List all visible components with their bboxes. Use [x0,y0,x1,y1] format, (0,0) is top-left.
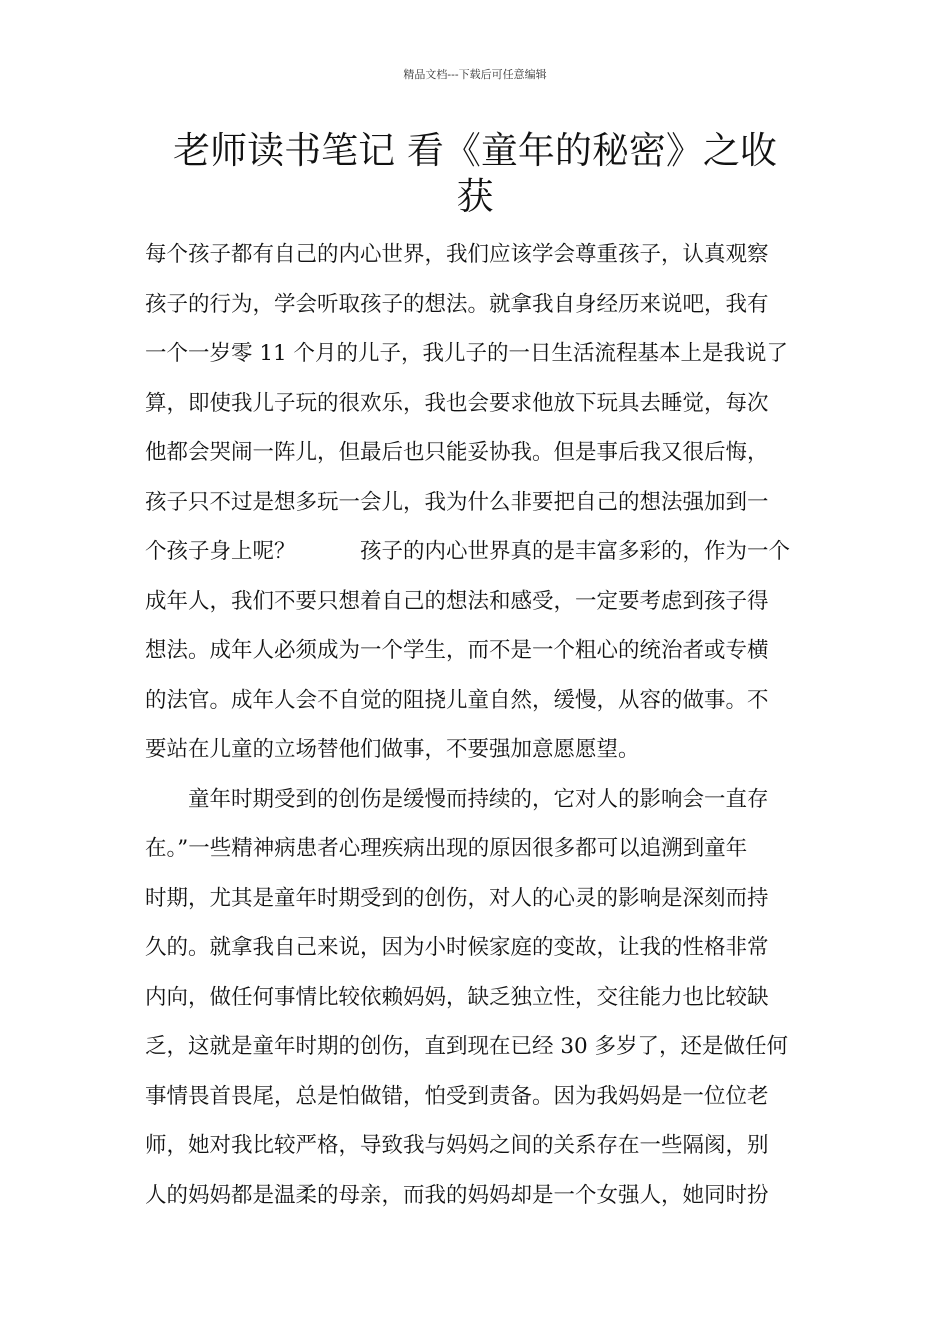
text-line: 个孩子身上呢？ 孩子的内心世界真的是丰富多彩的，作为一个 [145,539,791,564]
text-line: 在。”一些精神病患者心理疾病出现的原因很多都可以追溯到童年 [145,836,748,861]
text-line: 内向，做任何事情比较依赖妈妈，缺乏独立性，交往能力也比较缺 [145,984,769,1010]
text-line: 孩子的行为，学会听取孩子的想法。就拿我自身经历来说吧，我有 [145,291,769,317]
text-line: 一个一岁零 11 个月的儿子，我儿子的一日生活流程基本上是我说了 [145,341,789,366]
title-line-1: 老师读书笔记 看《童年的秘密》之收 [173,129,777,172]
text-line: 事情畏首畏尾，总是怕做错，怕受到责备。因为我妈妈是一位位老 [145,1083,769,1109]
text-line: 师，她对我比较严格，导致我与妈妈之间的关系存在一些隔阂，别 [145,1133,769,1158]
text-line: 的法官。成年人会不自觉的阻挠儿童自然，缓慢，从容的做事。不 [145,687,769,713]
header-note: 精品文档---下载后可任意编辑 [403,68,547,81]
title-line-2: 获 [456,175,494,218]
text-line: 要站在儿童的立场替他们做事，不要强加意愿愿望。 [145,737,640,762]
text-line: 每个孩子都有自己的内心世界，我们应该学会尊重孩子，认真观察 [145,242,769,267]
text-line: 久的。就拿我自己来说，因为小时候家庭的变故，让我的性格非常 [145,935,769,960]
text-line: 算，即使我儿子玩的很欢乐，我也会要求他放下玩具去睡觉，每次 [145,390,769,416]
document-title [140,128,810,220]
text-line: 童年时期受到的创伤是缓慢而持续的，它对人的影响会一直存 [145,786,769,812]
text-line: 人的妈妈都是温柔的母亲，而我的妈妈却是一个女强人，她同时扮 [145,1182,769,1208]
text-line: 想法。成年人必须成为一个学生，而不是一个粗心的统治者或专横 [145,638,769,663]
text-line: 孩子只不过是想多玩一会儿，我为什么非要把自己的想法强加到一 [145,489,769,515]
text-line: 时期，尤其是童年时期受到的创伤，对人的心灵的影响是深刻而持 [145,885,769,911]
text-line: 成年人，我们不要只想着自己的想法和感受，一定要考虑到孩子得 [145,588,769,614]
body-text [145,230,810,1220]
text-line: 乏，这就是童年时期的创伤，直到现在已经 30 多岁了，还是做任何 [145,1034,789,1059]
text-line: 他都会哭闹一阵儿，但最后也只能妥协我。但是事后我又很后悔， [145,440,769,465]
